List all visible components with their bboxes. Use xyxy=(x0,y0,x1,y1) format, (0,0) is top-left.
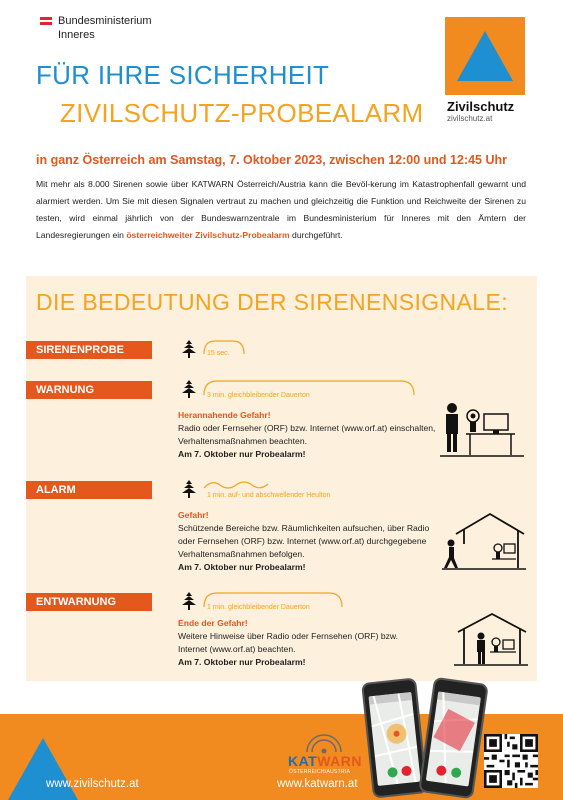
signal-note: Am 7. Oktober nur Probealarm! xyxy=(178,449,306,459)
signal-label-sirenenprobe: SIRENENPROBE xyxy=(26,341,152,359)
logo-url: zivilschutz.at xyxy=(447,114,493,123)
signal-duration: 15 sec. xyxy=(207,350,230,357)
ministry-name: Bundesministerium xyxy=(58,15,152,27)
phone-app-screenshot xyxy=(361,677,428,798)
intro-text-after: durchgeführt. xyxy=(289,230,343,240)
title-line-1: FÜR IHRE SICHERHEIT xyxy=(36,60,330,90)
intro-text-before: Mit mehr als 8.000 Sirenen sowie über KATWARN Österreich/Austria kann die Bevöl-kerung im Katastrophenfall gewarnt und alarmiert werden. Um Sie mit diesen Signalen vertraut zu machen und gleichzeitig die Funktion und Reichweite der Sirenen zu testen, wird einmal jährlich von der Bundeswarnzentrale im Bundesministerium für Inneres mit den Ämtern der Landesregierungen ein xyxy=(36,179,526,240)
austria-flag-icon xyxy=(40,17,52,25)
logo-name: Zivilschutz xyxy=(447,99,515,114)
footer-url-zivilschutz[interactable]: www.zivilschutz.at xyxy=(46,778,139,790)
signal-danger: Herannahende Gefahr! xyxy=(178,410,271,420)
siren-icon xyxy=(178,340,200,358)
date-line: in ganz Österreich am Samstag, 7. Oktober 2023, zwischen 12:00 und 12:45 Uhr xyxy=(36,153,508,167)
zivilschutz-triangle-icon xyxy=(8,738,78,800)
katwarn-logo xyxy=(288,753,362,769)
signal-text: Weitere Hinweise über Radio oder Fernsehen (ORF) bzw. Internet (www.orf.at) beachten. xyxy=(178,631,399,654)
katwarn-logo-warn: WARN xyxy=(317,753,363,769)
signal-label-alarm: ALARM xyxy=(26,481,152,499)
broadcast-waves-icon xyxy=(304,732,344,754)
katwarn-sub: ÖSTERREICH/AUSTRIA xyxy=(289,769,351,775)
signal-duration: 1 min. auf- und abschwellender Heulton xyxy=(207,492,331,499)
person-in-house-icon xyxy=(454,612,528,668)
phone-screen-map xyxy=(369,692,421,786)
walk-into-house-icon xyxy=(442,510,528,572)
signal-description xyxy=(178,409,438,461)
signal-label-entwarnung: ENTWARNUNG xyxy=(26,593,152,611)
siren-icon xyxy=(178,480,200,498)
siren-icon xyxy=(178,380,200,398)
siren-icon xyxy=(178,592,200,610)
signal-description xyxy=(178,509,438,574)
title-line-2: ZIVILSCHUTZ-PROBEALARM xyxy=(60,98,424,128)
qr-code-icon[interactable] xyxy=(484,734,538,788)
signal-duration: 3 min. gleichbleibender Dauerton xyxy=(207,392,310,399)
signal-danger: Ende der Gefahr! xyxy=(178,618,248,628)
signal-curve-wave xyxy=(203,478,273,492)
zivilschutz-logo-icon xyxy=(445,17,525,95)
intro-paragraph xyxy=(36,176,526,244)
signal-duration: 1 min. gleichbleibender Dauerton xyxy=(207,604,310,611)
signals-title: DIE BEDEUTUNG DER SIRENENSIGNALE: xyxy=(36,289,509,315)
footer-url-katwarn[interactable]: www.katwarn.at xyxy=(277,778,358,790)
signal-description xyxy=(178,617,428,669)
signal-danger: Gefahr! xyxy=(178,510,209,520)
signal-note: Am 7. Oktober nur Probealarm! xyxy=(178,657,306,667)
phone-screen-alert xyxy=(426,691,481,786)
signal-note: Am 7. Oktober nur Probealarm! xyxy=(178,562,306,572)
intro-highlight: österreichweiter Zivilschutz-Probealarm xyxy=(126,230,290,240)
signal-text: Schützende Bereiche bzw. Räumlichkeiten aufsuchen, über Radio oder Fernsehen (ORF) bzw. Internet (www.orf.at) durchgegebene Verhaltensmaßnahmen befolgen. xyxy=(178,523,430,559)
person-tv-icon xyxy=(440,400,528,460)
katwarn-logo-k: KAT xyxy=(288,753,318,769)
signal-label-warnung: WARNUNG xyxy=(26,381,152,399)
signal-text: Radio oder Fernseher (ORF) bzw. Internet (www.orf.at) einschalten, Verhaltensmaßnahmen beachten. xyxy=(178,423,436,446)
ministry-sub: Inneres xyxy=(58,29,95,41)
